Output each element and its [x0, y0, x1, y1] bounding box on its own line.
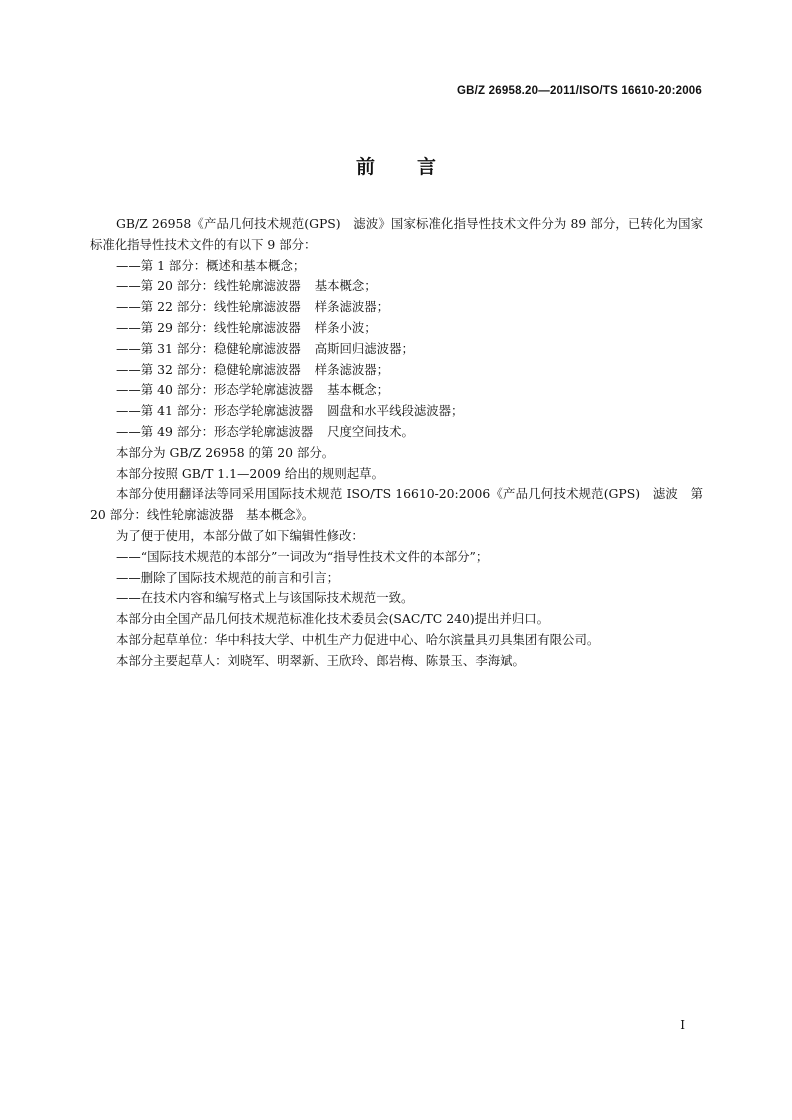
list-item [90, 297, 703, 318]
part-label: 第 22 部分：线性轮廓滤波器 [140, 299, 301, 315]
part-subtitle: 样条滤波器； [314, 299, 390, 315]
part-label: 第 32 部分：稳健轮廓滤波器 [140, 361, 301, 377]
list-item [90, 360, 703, 381]
intro-paragraph: GB/Z 26958《产品几何技术规范(GPS) 滤波》国家标准化指导性技术文件分为 89 部分，已转化为国家标准化指导性技术文件的有以下 9 部分： [90, 216, 703, 252]
dash: —— [116, 257, 141, 273]
part-number-paragraph: 本部分为 GB/Z 26958 的第 20 部分。 [116, 444, 335, 460]
part-subtitle: 基本概念； [314, 278, 377, 294]
title-char-1: 前 [355, 156, 375, 178]
proposer-paragraph: 本部分由全国产品几何技术规范标准化技术委员会(SAC/TC 240)提出并归口。 [116, 611, 550, 627]
part-subtitle: 尺度空间技术。 [327, 423, 414, 439]
dash: —— [116, 361, 141, 377]
foreword-body [90, 214, 703, 672]
list-item [90, 401, 703, 422]
part-label: 第 41 部分：形态学轮廓滤波器 [140, 403, 314, 419]
list-item [90, 588, 703, 609]
dash: —— [116, 403, 141, 419]
part-subtitle: 样条滤波器； [314, 361, 390, 377]
part-label: 第 49 部分：形态学轮廓滤波器 [140, 423, 314, 439]
standard-code-header: GB/Z 26958.20—2011/ISO/TS 16610-20:2006 [457, 85, 702, 97]
drafting-units-paragraph: 本部分起草单位：华中科技大学、中机生产力促进中心、哈尔滨量具刃具集团有限公司。 [116, 631, 600, 647]
dash: —— [116, 340, 141, 356]
title-char-2: 言 [417, 156, 437, 178]
list-item [90, 380, 703, 401]
part-subtitle: 圆盘和水平线段滤波器； [327, 403, 464, 419]
part-label: 第 40 部分：形态学轮廓滤波器 [140, 382, 314, 398]
part-label: 第 20 部分：线性轮廓滤波器 [140, 278, 301, 294]
editorial-changes-paragraph: 为了便于使用，本部分做了如下编辑性修改： [116, 527, 364, 543]
list-item [90, 422, 703, 443]
list-item [90, 339, 703, 360]
part-label: 第 29 部分：线性轮廓滤波器 [140, 319, 301, 335]
dash: —— [116, 278, 141, 294]
edit-text: 删除了国际技术规范的前言和引言； [140, 569, 340, 585]
part-label: 第 31 部分：稳健轮廓滤波器 [140, 340, 301, 356]
translation-paragraph: 本部分使用翻译法等同采用国际技术规范 ISO/TS 16610-20:2006《产品几何技术规范(GPS) 滤波 第 20 部分：线性轮廓滤波器 基本概念》。 [90, 486, 703, 523]
dash: —— [116, 382, 141, 398]
part-subtitle: 样条小波； [314, 319, 377, 335]
dash: —— [116, 299, 141, 315]
drafting-rules-paragraph: 本部分按照 GB/T 1.1—2009 给出的规则起草。 [116, 465, 384, 481]
dash: —— [116, 423, 141, 439]
part-subtitle: 高斯回归滤波器； [314, 340, 414, 356]
edit-text: “国际技术规范的本部分”一词改为“指导性技术文件的本部分”； [140, 548, 489, 564]
edit-text: 在技术内容和编写格式上与该国际技术规范一致。 [140, 590, 414, 606]
part-subtitle: 基本概念； [327, 382, 390, 398]
list-item [90, 256, 703, 277]
dash: —— [116, 548, 141, 564]
edits-list [90, 547, 703, 609]
drafters-paragraph: 本部分主要起草人：刘晓军、明翠新、王欣玲、郎岩梅、陈景玉、李海斌。 [116, 652, 525, 668]
list-item [90, 276, 703, 297]
dash: —— [116, 569, 141, 585]
parts-list [90, 256, 703, 443]
list-item [90, 568, 703, 589]
part-label: 第 1 部分：概述和基本概念； [140, 257, 306, 273]
page-title [0, 152, 792, 179]
dash: —— [116, 319, 141, 335]
list-item [90, 547, 703, 568]
page-number: I [680, 1018, 685, 1032]
dash: —— [116, 590, 141, 606]
list-item [90, 318, 703, 339]
